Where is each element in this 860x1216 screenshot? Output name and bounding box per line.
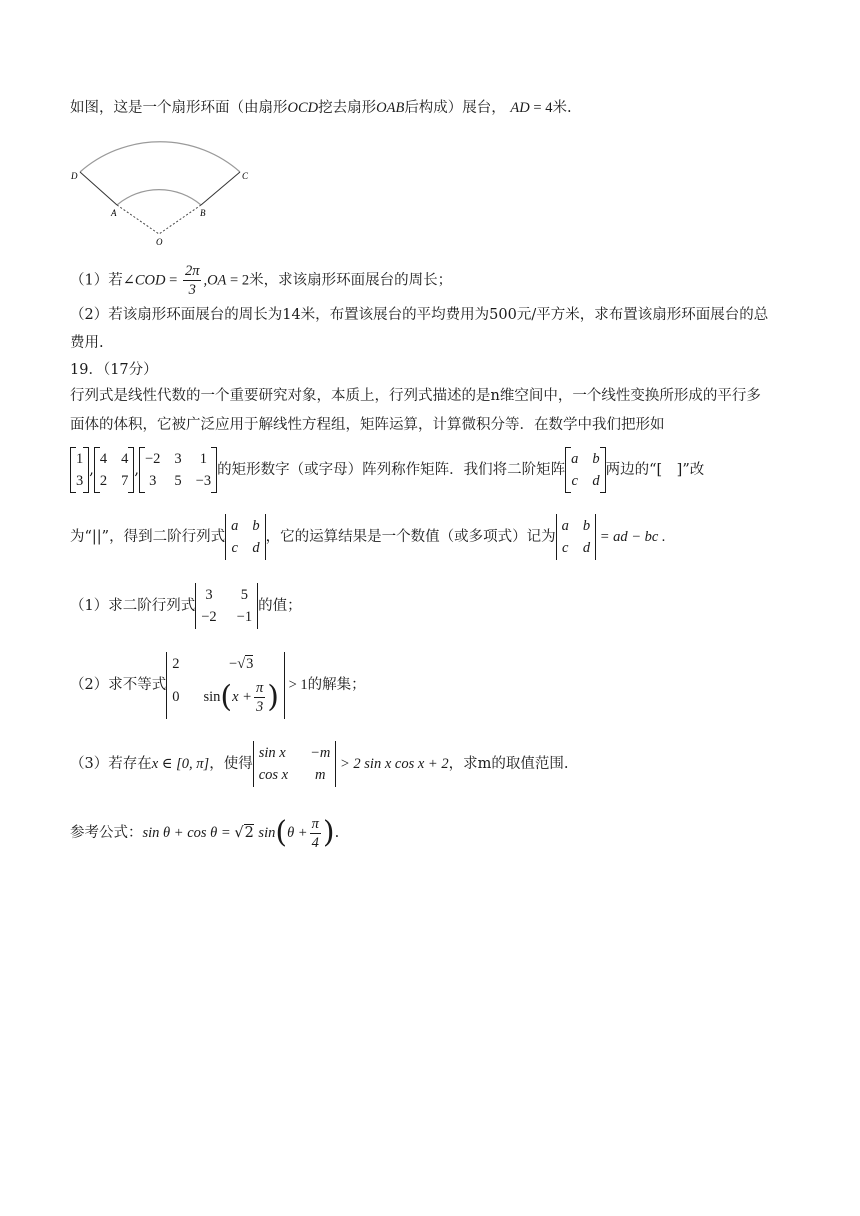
problem-19-heading: 19．（17分） <box>70 362 158 378</box>
m4-cell: a <box>571 451 579 467</box>
sector-ocd: OCD <box>287 100 319 116</box>
intro-line <box>70 98 572 118</box>
d2-cell: a <box>561 518 569 534</box>
def-formula: = ad − bc . <box>596 529 666 545</box>
sqrt-2: 2 <box>244 825 254 841</box>
p19-line-2: 面体的体积，它被广泛应用于解线性方程组，矩阵运算，计算微积分等．在数学中我们把形如 <box>70 417 665 433</box>
sqrt-3: 3 <box>246 655 254 672</box>
m3-cell: −3 <box>195 473 212 489</box>
minus-sign: − <box>229 655 238 672</box>
s3-condition: x ∈ [0, π] <box>151 756 210 772</box>
fraction-pi-4 <box>310 815 321 852</box>
after-matrix-text: 两边的“[ ]”改 <box>605 462 705 478</box>
d1-cell: b <box>252 518 260 534</box>
s3-inequality: > 2 sin x cos x + 2 <box>336 756 449 772</box>
fraction-pi-3 <box>254 679 265 716</box>
m2-cell: 4 <box>99 451 108 467</box>
d2-cell: d <box>582 540 591 556</box>
label-d: D <box>71 171 78 181</box>
determinant-s3 <box>253 741 337 787</box>
matrices-line: 1 3 , 4 4 2 7 , −2 3 1 3 5 −3 的矩形数字（或字母）阵列称作矩阵．我们将二阶矩阵 a b c d 两边的“[ ]”改 <box>70 445 704 495</box>
determinant-abcd <box>225 514 266 560</box>
m4-cell: b <box>592 451 600 467</box>
def-text-b: ，它的运算结果是一个数值（或多项式）记为 <box>265 529 556 545</box>
s1-cell: −1 <box>236 609 253 625</box>
s3-mid: ，使得 <box>209 756 253 772</box>
sin-arg: x + <box>232 688 252 705</box>
frac-num: 2π <box>184 263 200 279</box>
s2-suffix: 的解集； <box>307 677 366 693</box>
fraction-2pi-3 <box>183 262 202 299</box>
inner-arc <box>117 190 201 205</box>
outer-arc <box>80 142 240 172</box>
s1-prefix: （1）求二阶行列式 <box>70 598 196 614</box>
frac-den: 4 <box>311 834 319 851</box>
edge-da <box>80 172 117 205</box>
ref-end: . <box>334 825 340 841</box>
m3-cell: 3 <box>149 473 157 489</box>
s3-cell: m <box>315 767 326 783</box>
ad-value: = 4 <box>529 100 553 116</box>
matrix-3 <box>139 447 217 493</box>
frac-den: 3 <box>188 282 196 298</box>
frac-num: π <box>311 815 319 832</box>
frac-num: π <box>255 679 264 696</box>
s1-cell: −2 <box>201 609 217 625</box>
angle-cod: ∠COD <box>122 272 166 289</box>
sector-ring-figure <box>60 125 260 250</box>
matrix-1 <box>70 447 89 493</box>
edge-cb <box>201 172 240 205</box>
s3-cell: −m <box>310 745 331 761</box>
ref-sin: sin <box>258 825 276 841</box>
determinant-s2 <box>166 652 285 719</box>
s2-prefix: （2）求不等式 <box>70 677 167 693</box>
oa-value: = 2 <box>226 272 250 289</box>
question-2-line-2: 费用. <box>70 335 104 351</box>
sub-question-1 <box>70 581 302 631</box>
matrix-2 <box>94 447 135 493</box>
matrix-abcd <box>565 447 606 493</box>
label-c: C <box>242 171 249 181</box>
after-matrices-text: 的矩形数字（或字母）阵列称作矩阵．我们将二阶矩阵 <box>217 462 566 478</box>
def-text-a: 为“||”，得到二阶行列式 <box>70 529 226 545</box>
m1-cell: 3 <box>76 473 84 489</box>
intro-text-1: 如图，这是一个扇形环面（由扇形 <box>70 100 288 116</box>
sector-oab: OAB <box>376 100 405 116</box>
m3-cell: 1 <box>199 451 207 467</box>
m3-cell: −2 <box>144 451 161 467</box>
s2-cell-a: 2 <box>172 655 180 672</box>
intro-text-2: 挖去扇形 <box>318 100 377 116</box>
d2-cell: b <box>582 518 591 534</box>
m1-cell: 1 <box>76 451 84 467</box>
ref-prefix: 参考公式： <box>70 825 143 841</box>
d1-cell: d <box>252 540 260 556</box>
ref-arg: θ + <box>287 825 308 841</box>
oa-label: ,OA <box>203 272 227 289</box>
p19-line-1: 行列式是线性代数的一个重要研究对象，本质上，行列式描述的是n维空间中，一个线性变换所形成的平行多 <box>70 388 761 404</box>
sub-question-3 <box>70 739 568 789</box>
q1-eq: = <box>165 272 181 289</box>
question-2-line-1: （2）若该扇形环面展台的周长为14米，布置该展台的平均费用为500元/平方米，求布置该扇形环面展台的总 <box>70 307 769 323</box>
q1-prefix: （1）若 <box>70 272 123 289</box>
s2-cell-c: 0 <box>172 689 180 705</box>
s2-cell-b: −√3 <box>229 655 254 672</box>
m2-cell: 4 <box>121 451 129 467</box>
s2-cell-d: sin(x + $\frac{\pi}{3}$ ) <box>203 679 279 715</box>
s1-suffix: 的值； <box>258 598 302 614</box>
intro-text-3: 后构成）展台， <box>404 100 506 116</box>
s3-prefix: （3）若存在 <box>70 756 152 772</box>
s2-inequality: > 1 <box>284 677 308 693</box>
segment-ad: AD <box>510 100 530 116</box>
frac-den: 3 <box>255 698 264 715</box>
s3-cell: cos x <box>258 767 289 783</box>
s1-cell: 5 <box>240 587 249 603</box>
m2-cell: 7 <box>121 473 129 489</box>
determinant-definition-line <box>70 512 666 562</box>
m3-cell: 3 <box>174 451 182 467</box>
d2-cell: c <box>562 540 569 556</box>
m4-cell: c <box>571 473 578 489</box>
reference-formula: 参考公式：sin θ + cos θ = √2 sin(θ + $\frac{\pi}{4}$ ). <box>70 815 340 851</box>
d1-cell: a <box>231 518 239 534</box>
sub-question-2 <box>70 650 366 720</box>
determinant-abcd-2 <box>556 514 597 560</box>
sin-fn: sin <box>203 688 221 705</box>
label-o: O <box>156 237 163 247</box>
determinant-s1 <box>195 583 258 629</box>
m4-cell: d <box>592 473 600 489</box>
s3-suffix: ，求m的取值范围. <box>448 756 569 772</box>
ref-lhs: sin θ + cos θ = <box>142 825 235 841</box>
m2-cell: 2 <box>99 473 108 489</box>
m3-cell: 5 <box>174 473 182 489</box>
dotted-ao <box>117 205 159 234</box>
label-b: B <box>200 208 206 218</box>
d1-cell: c <box>231 540 238 556</box>
question-1 <box>70 262 452 299</box>
dotted-bo <box>159 205 201 234</box>
s1-cell: 3 <box>205 587 213 603</box>
s3-cell: sin x <box>258 745 286 761</box>
q1-suffix: 米，求该扇形环面展台的周长； <box>249 272 453 289</box>
label-a: A <box>111 208 117 218</box>
intro-text-4: 米. <box>552 100 572 116</box>
